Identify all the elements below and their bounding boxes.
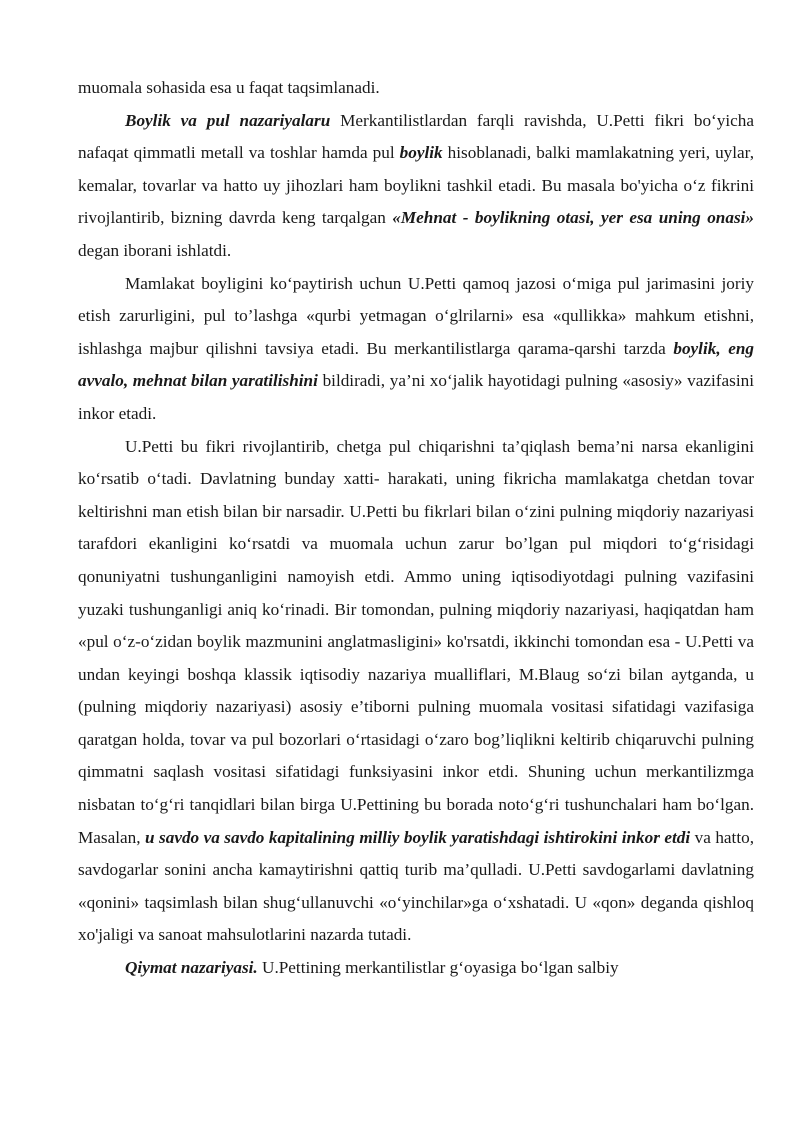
paragraph-1 xyxy=(78,72,754,105)
text-run: U.Petti bu fikri rivojlantirib, chetga pul chiqarishni ta’qiqlash bema’ni narsa ekanligini ko‘rsatib o‘tadi. Davlatning bunday xatti- harakati, uning fikricha mamlakatga chetdan tovar keltirishni man etish bilan bir narsadir. U.Petti bu fikrlari bilan o‘zini pulning miqdoriy nazariyasi tarafdori ekanligini ko‘rsatdi va muomala uchun zarur bo’lgan pul miqdori to‘g‘risidagi qonuniyatni tushunganligini namoyish etdi. Ammo uning iqtisodiyotdagi pulning vazifasini yuzaki tushunganligi aniq ko‘rinadi. Bir tomondan, pulning miqdoriy nazariyasi, haqiqatdan ham «pul o‘z-o‘zidan boylik mazmunini anglatmasligini» ko'rsatdi, ikkinchi tomondan esa - U.Petti va undan keyingi boshqa klassik iqtisodiy nazariya mualliflari, M.Blaug so‘zi bilan aytganda, u (pulning miqdoriy nazariyasi) asosiy e’tiborni pulning muomala vositasi sifatidagi vazifasiga qaratgan holda, tovar va pul bozorlari o‘rtasidagi o‘zaro bog’liqlikni keltirib chiqaruvchi pulning qimmatni saqlash vositasi sifatidagi funksiyasini inkor etdi. Shuning uchun merkantilizmga nisbatan to‘g‘ri tanqidlari bilan birga U.Pettining bu borada noto‘g‘ri tushunchalari ham bo‘lgan. Masalan, xyxy=(78,436,754,847)
paragraph-4 xyxy=(78,431,754,953)
text-run: hisoblanadi, balki mamlakatning yeri, uylar, kemalar, tovarlar va hatto uy jihozlari ham boylikni tashkil etadi. Bu masala bo'yicha o‘z fikrini rivojlantirib, bizning davrda keng tarqalgan xyxy=(78,143,754,228)
emphasis-text: boylik xyxy=(399,143,443,163)
emphasis-text: boylik, eng avvalo, mehnat bilan yaratilishini xyxy=(78,338,754,391)
section-heading-boylik-va-pul: Boylik va pul nazariyalaru xyxy=(125,110,331,130)
text-run: muomala sohasida esa u faqat taqsimlanadi. xyxy=(78,78,380,97)
paragraph-5 xyxy=(78,952,754,985)
text-run: bildiradi, ya’ni xo‘jalik hayotidagi pulning «asosiy» vazifasini inkor etadi. xyxy=(78,371,754,423)
section-heading-qiymat-nazariyasi: Qiymat nazariyasi. xyxy=(125,958,258,978)
paragraph-2 xyxy=(78,105,754,268)
paragraph-3 xyxy=(78,268,754,431)
text-run: degan iborani ishlatdi. xyxy=(78,240,232,260)
emphasis-quote: «Mehnat - boylikning otasi, yer esa uning onasi» xyxy=(392,208,754,228)
text-run: va hatto, savdogarlar sonini ancha kamaytirishni qattiq turib ma’qulladi. U.Petti savdogarlami davlatning «qonini» taqsimlash bilan shug‘ullanuvchi «o‘yinchilar»ga o‘xshatadi. U «qon» deganda qishloq xo'jaligi va sanoat mahsulotlarini nazarda tutadi. xyxy=(78,827,754,945)
text-run: Mamlakat boyligini ko‘paytirish uchun U.Petti qamoq jazosi o‘miga pul jarimasini joriy etish zarurligini, pul to’lashga «qurbi yetmagan o‘glrilarni» esa «qullikka» mahkum etishni, ishlashga majbur qilishni tavsiya etadi. Bu merkantilistlarga qarama-qarshi tarzda xyxy=(78,273,754,358)
document-body xyxy=(78,72,754,985)
text-run: U.Pettining merkantilistlar g‘oyasiga bo‘lgan salbiy xyxy=(257,958,619,978)
text-run: Merkantilistlardan farqli ravishda, U.Petti fikri bo‘yicha nafaqat qimmatli metall va toshlar hamda pul xyxy=(78,110,754,163)
emphasis-text: u savdo va savdo kapitalining milliy boylik yaratishdagi ishtirokini inkor etdi xyxy=(145,827,691,847)
